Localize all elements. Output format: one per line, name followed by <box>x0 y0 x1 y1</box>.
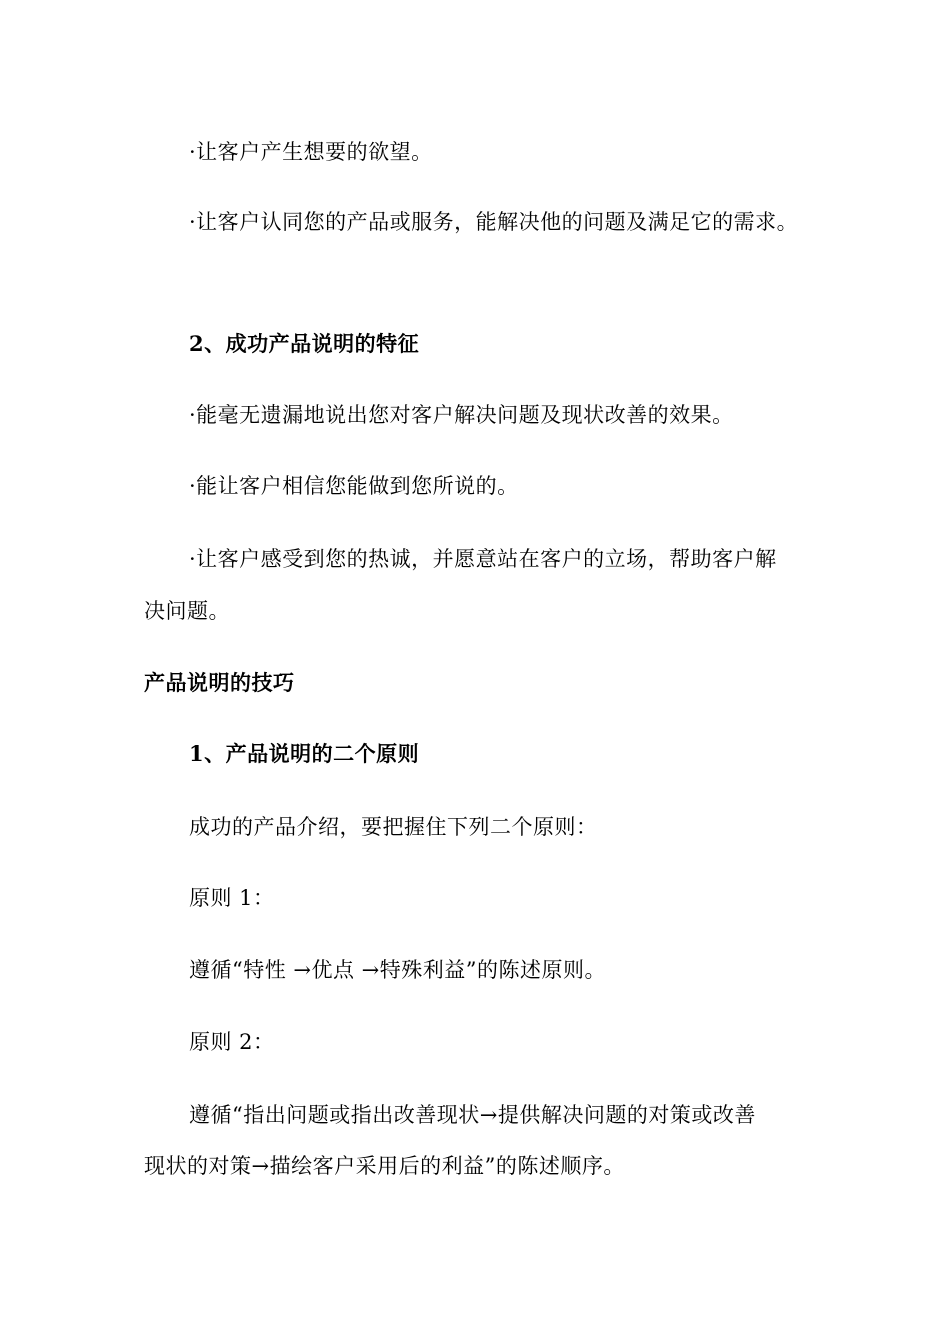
bullet-complete-description: ·能毫无遗漏地说出您对客户解决问题及现状改善的效果。 <box>189 403 734 427</box>
principle-2-text-line2: 现状的对策→描绘客户采用后的利益”的陈述顺序。 <box>144 1154 625 1178</box>
section-heading-principles: 1、产品说明的二个原则 <box>189 741 420 766</box>
principle-1-label: 原则 1： <box>189 886 275 910</box>
heading-techniques: 产品说明的技巧 <box>144 670 295 695</box>
principle-2-label: 原则 2： <box>189 1030 275 1054</box>
bullet-desire: ·让客户产生想要的欲望。 <box>189 140 433 164</box>
bullet-sincerity-line1: ·让客户感受到您的热诚，并愿意站在客户的立场，帮助客户解 <box>189 547 777 571</box>
principle-1-text: 遵循“特性 →优点 →特殊利益”的陈述原则。 <box>189 958 607 982</box>
principle-2-text-line1: 遵循“指出问题或指出改善现状→提供解决问题的对策或改善 <box>189 1103 756 1127</box>
section-heading-features: 2、成功产品说明的特征 <box>189 331 420 356</box>
bullet-sincerity-line2: 决问题。 <box>144 599 230 623</box>
bullet-trust: ·能让客户相信您能做到您所说的。 <box>189 474 519 498</box>
principles-intro: 成功的产品介绍，要把握住下列二个原则： <box>189 815 598 839</box>
bullet-recognition: ·让客户认同您的产品或服务，能解决他的问题及满足它的需求。 <box>189 210 799 234</box>
